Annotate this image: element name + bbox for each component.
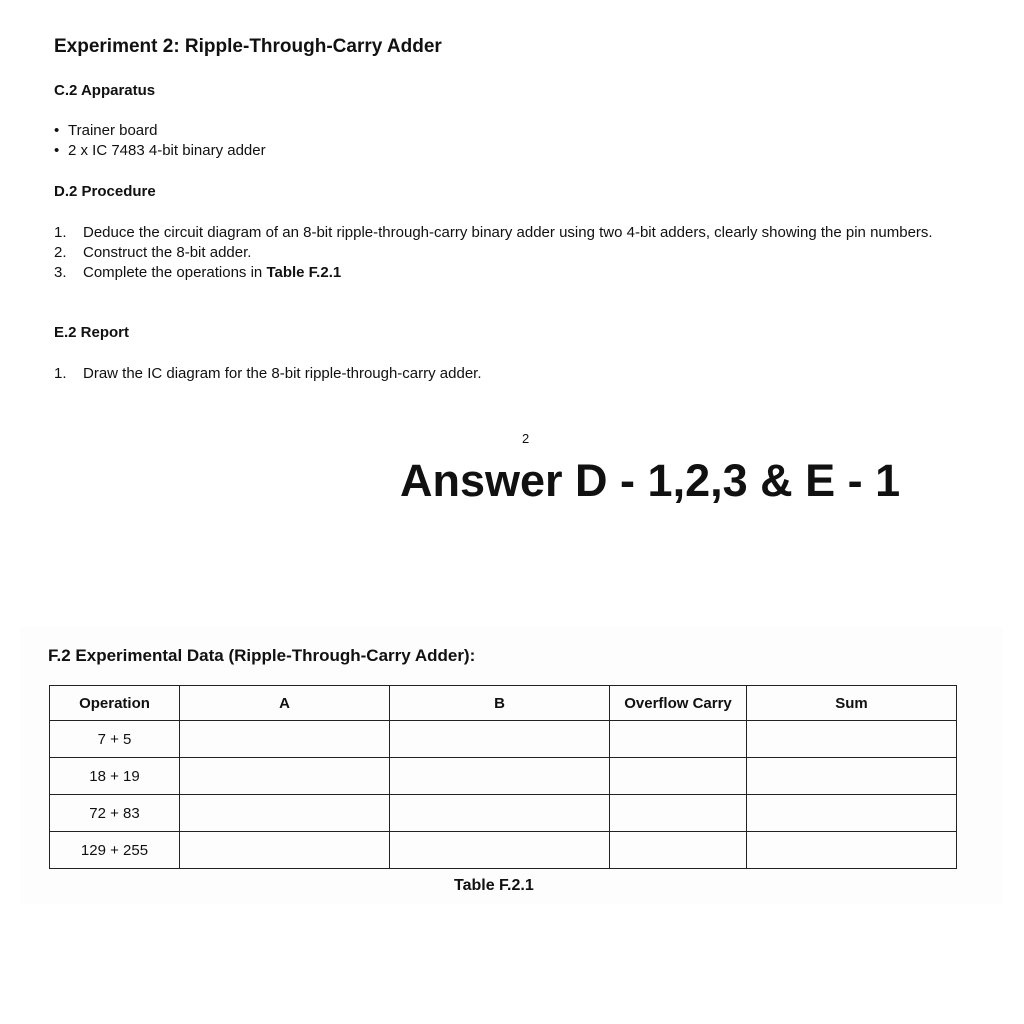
page-number: 2 [522,431,530,446]
b-cell[interactable] [390,758,610,795]
header-operation: Operation [50,686,180,721]
apparatus-list [54,121,266,161]
list-item: • 2 x IC 7483 4-bit binary adder [54,142,266,159]
b-cell[interactable] [390,832,610,869]
procedure-list [54,223,1003,283]
table-row [50,795,957,832]
overflow-carry-cell[interactable] [610,721,747,758]
table-caption: Table F.2.1 [454,877,534,894]
operation-cell: 72 + 83 [50,795,180,832]
list-item: 1. Deduce the circuit diagram of an 8-bit ripple-through-carry binary adder using two 4-bit adders, clearly showing the pin numbers. [54,224,933,241]
sum-cell[interactable] [747,758,957,795]
data-table [49,685,957,869]
table-row [50,721,957,758]
a-cell[interactable] [180,721,390,758]
header-overflow-carry: Overflow Carry [610,686,747,721]
b-cell[interactable] [390,721,610,758]
table-row [50,832,957,869]
a-cell[interactable] [180,832,390,869]
table-reference: Table F.2.1 [266,264,342,281]
header-b: B [390,686,610,721]
sum-cell[interactable] [747,832,957,869]
list-item: 3. Complete the operations in Table F.2.1 [54,264,342,281]
operation-cell: 18 + 19 [50,758,180,795]
overflow-carry-cell[interactable] [610,832,747,869]
procedure-heading: D.2 Procedure [54,183,156,200]
experiment-title: Experiment 2: Ripple-Through-Carry Adder [54,36,442,57]
list-item: 2. Construct the 8-bit adder. [54,244,252,261]
data-section-title: F.2 Experimental Data (Ripple-Through-Carry Adder): [48,646,476,665]
a-cell[interactable] [180,795,390,832]
overflow-carry-cell[interactable] [610,795,747,832]
list-item: 1. Draw the IC diagram for the 8-bit ripple-through-carry adder. [54,365,482,382]
sum-cell[interactable] [747,795,957,832]
operation-cell: 129 + 255 [50,832,180,869]
operation-cell: 7 + 5 [50,721,180,758]
report-list [54,364,1003,384]
report-heading: E.2 Report [54,324,130,341]
list-item: • Trainer board [54,122,158,139]
header-a: A [180,686,390,721]
header-sum: Sum [747,686,957,721]
overflow-carry-cell[interactable] [610,758,747,795]
answer-note: Answer D - 1,2,3 & E - 1 [400,455,901,506]
apparatus-heading: C.2 Apparatus [54,82,156,99]
a-cell[interactable] [180,758,390,795]
b-cell[interactable] [390,795,610,832]
table-header-row [50,686,957,721]
table-row [50,758,957,795]
sum-cell[interactable] [747,721,957,758]
